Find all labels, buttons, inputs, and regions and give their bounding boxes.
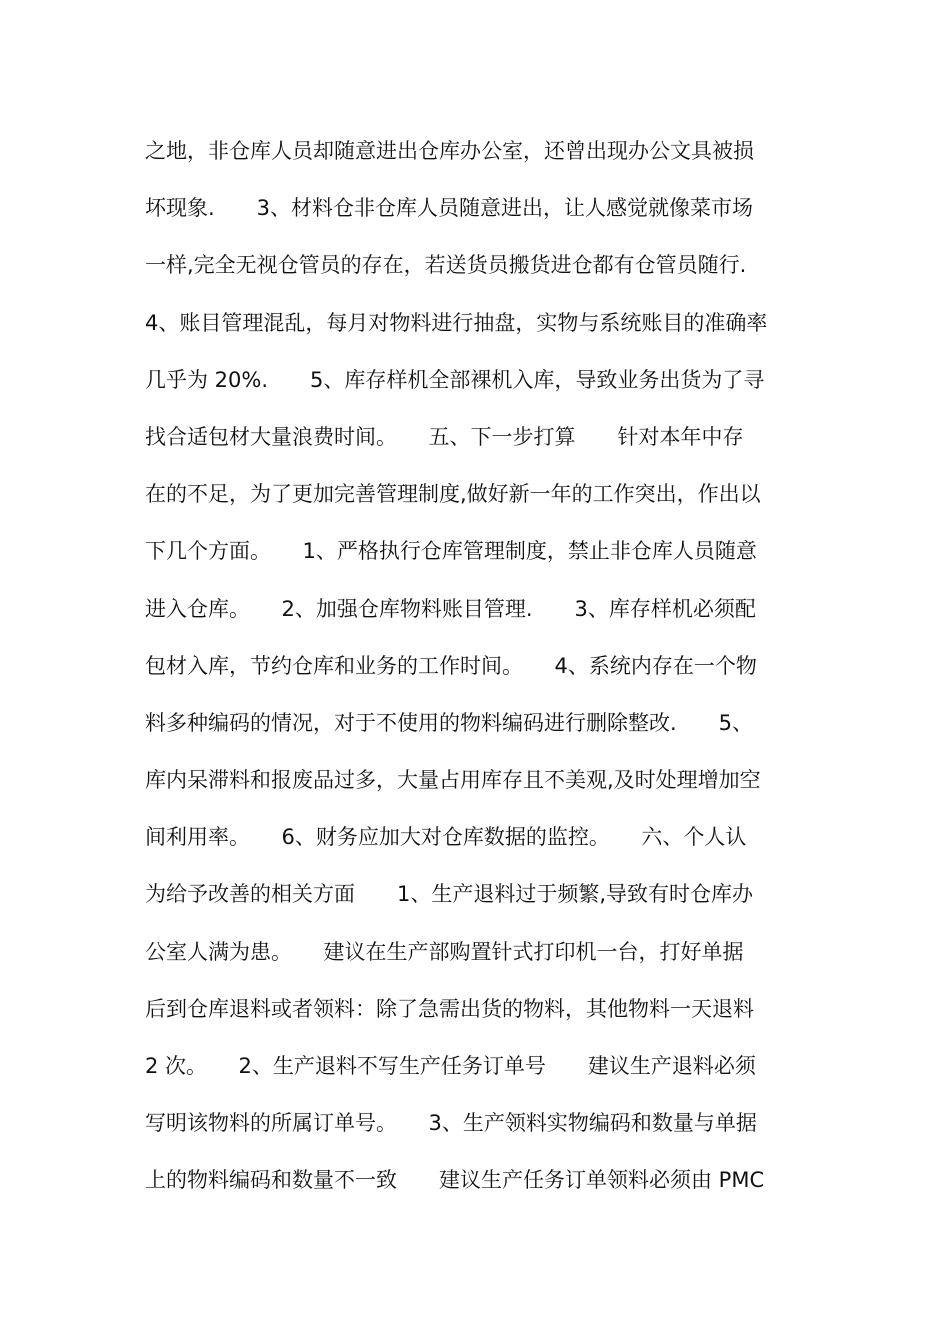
text-line-6: 找合适包材大量浪费时间。 五、下一步打算 针对本年中存 [145,424,744,449]
text-line-1: 之地，非仓库人员却随意进出仓库办公室，还曾出现办公文具被损 [145,139,754,163]
text-line-13: 间利用率。 6、财务应加大对仓库数据的监控。 六、个人认 [145,825,747,850]
text-line-8: 下几个方面。 1、严格执行仓库管理制度，禁止非仓库人员随意 [145,539,757,564]
text-line-11: 料多种编码的情况，对于不使用的物料编码进行删除整改. 5、 [145,710,754,735]
text-line-7: 在的不足，为了更加完善管理制度,做好新一年的工作突出，作出以 [145,482,761,507]
text-line-16: 后到仓库退料或者领料：除了急需出货的物料，其他物料一天退料 [145,996,754,1021]
text-line-19: 上的物料编码和数量不一致 建议生产任务订单领料必须由 PMC [145,1168,765,1193]
text-line-3: 一样,完全无视仓管员的存在，若送货员搬货进仓都有仓管员随行. [145,253,747,278]
body-text [145,128,815,1215]
text-line-15: 公室人满为患。 建议在生产部购置针式打印机一台，打好单据 [145,939,744,964]
text-line-5: 几乎为 20%. 5、库存样机全部裸机入库，导致业务出货为了寻 [145,367,765,392]
text-line-9: 进入仓库。 2、加强仓库物料账目管理. 3、库存样机必须配 [145,596,756,621]
text-line-4: 4、账目管理混乱，每月对物料进行抽盘，实物与系统账目的准确率 [145,310,768,335]
text-line-14: 为给予改善的相关方面 1、生产退料过于频繁,导致有时仓库办 [145,882,754,907]
text-line-18: 写明该物料的所属订单号。 3、生产领料实物编码和数量与单据 [145,1111,757,1136]
text-line-12: 库内呆滞料和报废品过多，大量占用库存且不美观,及时处理增加空 [145,768,761,793]
text-line-10: 包材入库，节约仓库和业务的工作时间。 4、系统内存在一个物 [145,653,757,678]
text-line-2: 坏现象. 3、材料仓非仓库人员随意进出，让人感觉就像菜市场 [145,196,754,221]
text-line-17: 2 次。 2、生产退料不写生产任务订单号 建议生产退料必须 [145,1054,756,1078]
